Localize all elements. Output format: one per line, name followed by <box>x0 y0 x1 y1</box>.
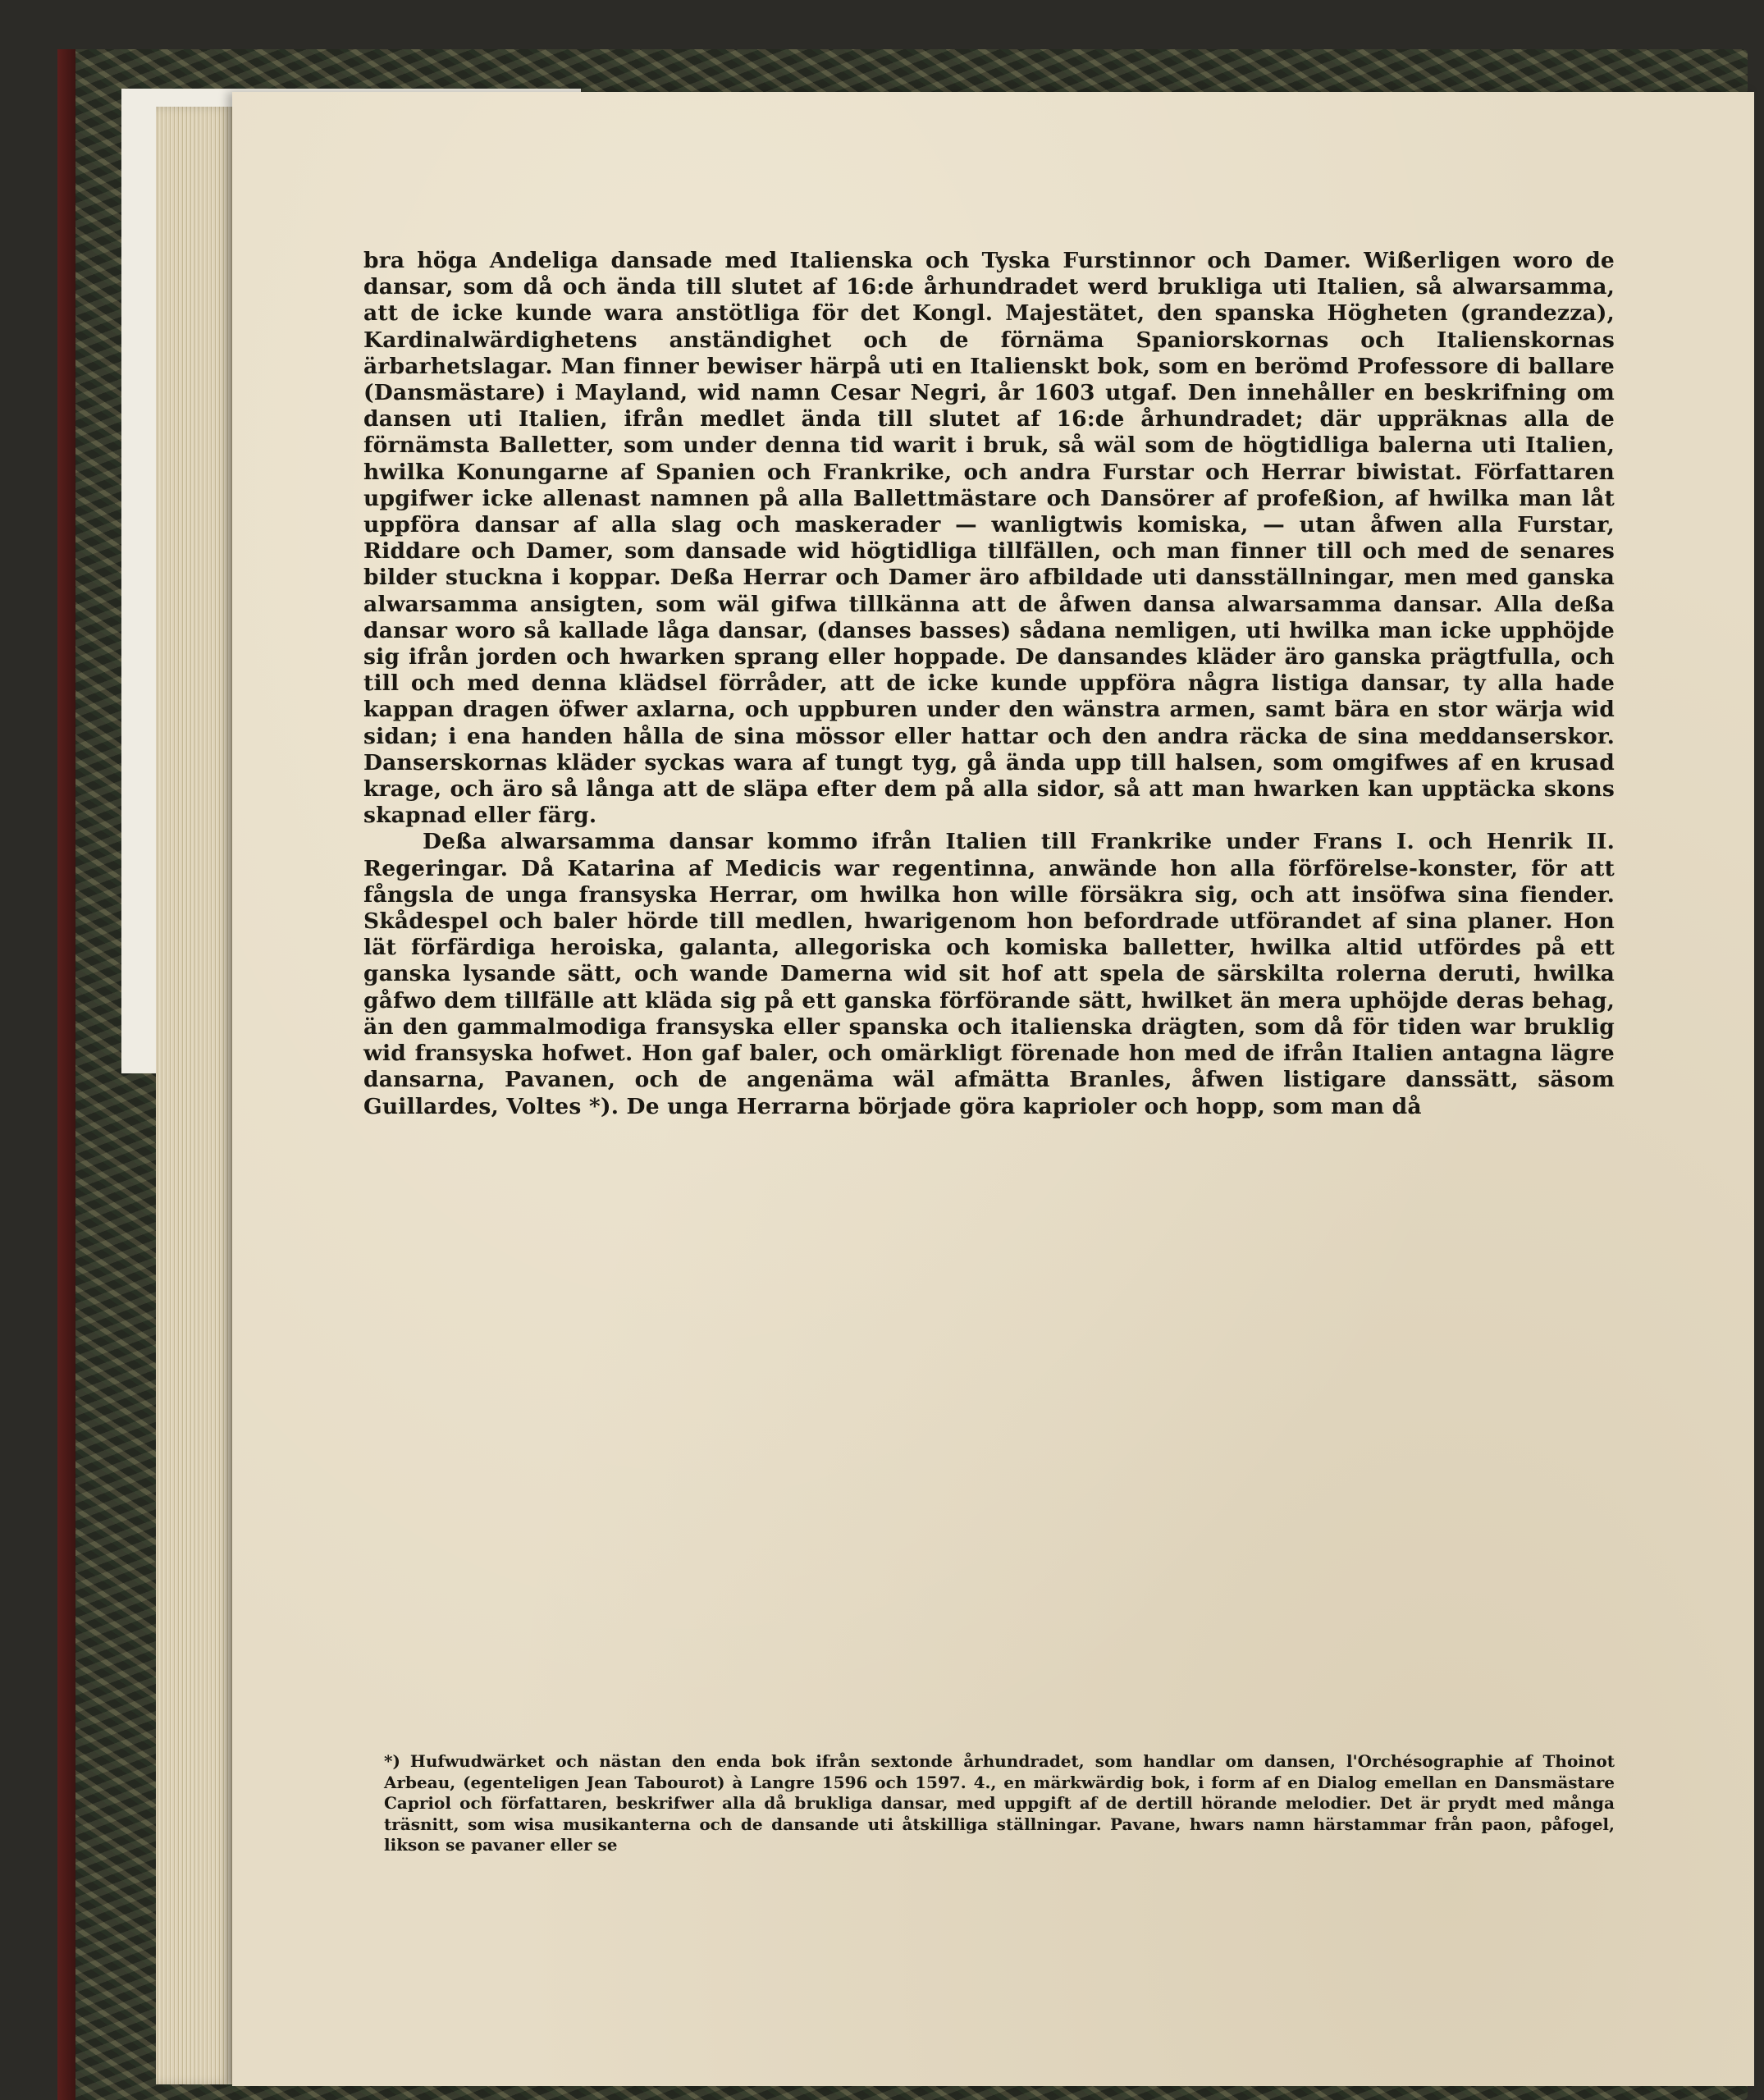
paragraph-2: Deßa alwarsamma dansar kommo ifrån Italien till Frankrike under Frans I. och Henrik II. Regeringar. Då Katarina af Medicis war regentinna, anwände hon alla förförelse-konster, för att fångsla de unga fransyska Herrar, om hwilka hon wille försäkra sig, och att insöfwa sina fiender. Skådespel och baler hörde till medlen, hwarigenom hon befordrade utförandet af sina planer. Hon lät förfärdiga heroiska, galanta, allegoriska och komiska balletter, hwilka altid utfördes på ett ganska lysande sätt, och wande Damerna wid sit hof att spela de särskilta rolerna deruti, hwilka gåfwo dem tillfälle att kläda sig på ett ganska förförande sätt, hwilket än mera uphöjde deras behag, än den gammalmodiga fransyska eller spanska och italienska drägten, som då för tiden war bruklig wid fransyska hofwet. Hon gaf baler, och omärkligt förenade hon med de ifrån Italien antagna lägre dansarna, Pavanen, och de angenäma wäl afmätta Branles, åfwen listigare danssätt, säsom Guillardes, Voltes *). De unga Herrarna började göra kaprioler och hopp, som man då <box>363 829 1615 1119</box>
footnote-text: Hufwudwärket och nästan den enda bok ifrån sextonde århundradet, som handlar om dansen, l'Orchésographie af Thoinot Arbeau, (egenteligen Jean Tabourot) à Langre 1596 och 1597. 4., en märkwärdig bok, i form af en Dialog emellan en Dansmästare Capriol och författaren, beskrifwer alla då brukliga dansar, med uppgift af de dertill hörande melodier. Det är prydt med många träsnitt, som wisa musikanterna och de dansande uti åtskilliga ställningar. Pavane, hwars namn härstammar från paon, påfogel, likson se pavaner eller se <box>384 1751 1615 1855</box>
book-page <box>232 92 1754 2086</box>
cover-spine-edge <box>57 49 75 2100</box>
body-text <box>363 248 1615 1120</box>
footnote-mark: *) <box>384 1751 400 1771</box>
paragraph-1: bra höga Andeliga dansade med Italienska och Tyska Furstinnor och Damer. Wißerligen woro de dansar, som då och ända till slutet af 16:de århundradet werd brukliga uti Italien, så alwarsamma, att de icke kunde wara anstötliga för det Kongl. Majestätet, den spanska Högheten (grandezza), Kardinalwärdighetens anständighet och de förnäma Spaniorskornas och Italienskornas ärbarhetslagar. Man finner bewiser härpå uti en Italienskt bok, som en berömd Professore di ballare (Dansmästare) i Mayland, wid namn Cesar Negri, år 1603 utgaf. Den innehåller en beskrifning om dansen uti Italien, ifrån medlet ända till slutet af 16:de århundradet; där uppräknas alla de förnämsta Balletter, som under denna tid warit i bruk, så wäl som de högtidliga balerna uti Italien, hwilka Konungarne af Spanien och Frankrike, och andra Furstar och Herrar biwistat. Författaren upgifwer icke allenast namnen på alla Ballettmästare och Dansörer af profeßion, af hwilka man låt uppföra dansar af alla slag och maskerader — wanligtwis komiska, — utan åfwen alla Furstar, Riddare och Damer, som dansade wid högtidliga tillfällen, och man finner till och med de senares bilder stuckna i koppar. Deßa Herrar och Damer äro afbildade uti dansställningar, men med ganska alwarsamma ansigten, som wäl gifwa tillkänna att de åfwen dansa alwarsamma dansar. Alla deßa dansar woro så kallade låga dansar, (danses basses) sådana nemligen, uti hwilka man icke upphöjde sig ifrån jorden och hwarken sprang eller hoppade. De dansandes kläder äro ganska prägtfulla, och till och med denna klädsel förråder, att de icke kunde uppföra några listiga dansar, ty alla hade kappan dragen öfwer axlarna, och uppburen under den wänstra armen, samt bära en stor wärja wid sidan; i ena handen hålla de sina mössor eller hattar och den andra räcka de sina meddanserskor. Danserskornas kläder syckas wara af tungt tyg, gå ända upp till halsen, som omgifwes af en krusad krage, och äro så långa att de släpa efter dem på alla sidor, så att man hwarken kan upptäcka skons skapnad eller färg. <box>363 248 1615 829</box>
page-edges <box>156 107 234 2084</box>
footnote <box>384 1751 1615 1856</box>
